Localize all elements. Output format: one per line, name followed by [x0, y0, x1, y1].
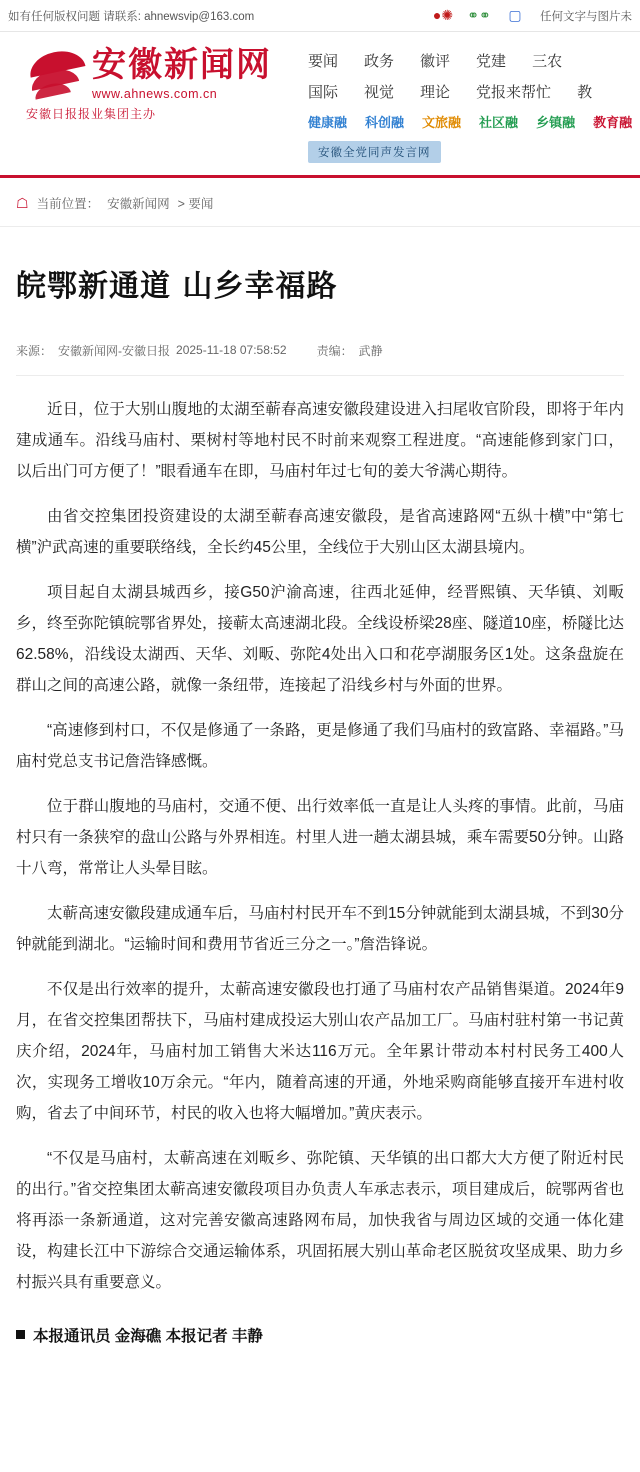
nav-item-huiping[interactable]: 徽评 — [420, 53, 451, 70]
nav-item-yaowen[interactable]: 要闻 — [308, 53, 339, 70]
nav-item-jiaoyu[interactable]: 教 — [577, 84, 593, 101]
channel-shequrong[interactable]: 社区融 — [479, 115, 519, 130]
logo-title: 安徽新闻网 — [92, 45, 272, 86]
credit-text: 本报通讯员 金海礁 本报记者 丰静 — [33, 1327, 263, 1345]
channel-jiankangrong[interactable]: 健康融 — [308, 115, 348, 130]
breadcrumb — [0, 178, 640, 227]
nav-item-lilun[interactable]: 理论 — [420, 84, 451, 101]
nav-item-dangjian[interactable]: 党建 — [476, 53, 507, 70]
nav-item-shijue[interactable]: 视觉 — [364, 84, 395, 101]
editor-value: 武静 — [358, 343, 383, 358]
site-header — [0, 32, 640, 169]
article-paragraph: “高速修到村口，不仅是修通了一条路，更是修通了我们马庙村的致富路、幸福路。”马庙村党总支书记詹浩锋感慨。 — [16, 721, 624, 770]
article-paragraph: 位于群山腹地的马庙村，交通不便、出行效率低一直是让人头疼的事情。此前，马庙村只有一条狭窄的盘山公路与外界相连。村里人进一趟太湖县城，乘车需要50分钟。山路十八弯，常常让人头晕目眩。 — [16, 797, 624, 877]
nav-item-sannong[interactable]: 三农 — [532, 53, 563, 70]
mobile-icon[interactable]: ▢ — [508, 7, 522, 23]
article-paragraph: 由省交控集团投资建设的太湖至蕲春高速安徽段，是省高速路网“五纵十横”中“第七横”沪武高速的重要联络线，全长约45公里，全线位于大别山区太湖县境内。 — [16, 507, 624, 556]
site-logo[interactable] — [8, 46, 308, 122]
article-paragraph: 不仅是出行效率的提升，太蕲高速安徽段也打通了马庙村农产品销售渠道。2024年9月，在省交控集团帮扶下，马庙村建成投运大别山农产品加工厂。马庙村驻村第一书记黄庆介绍，2024年，马庙村加工销售大米达116万元。全年累计带动本村村民务工400人次，实现务工增收10万余元。“年内，随着高速的开通，外地采购商能够直接开车进村收购，省去了中间环节，村民的收入也将大幅增加。”黄庆表示。 — [16, 980, 624, 1122]
nav-item-zhengwu[interactable]: 政务 — [364, 53, 395, 70]
article-meta — [16, 342, 624, 376]
article-paragraph: “不仅是马庙村，太蕲高速在刘畈乡、弥陀镇、天华镇的出口都大大方便了附近村民的出行。”省交控集团太蕲高速安徽段项目办负责人车承志表示，项目建成后，皖鄂两省也将再添一条新通道，这对完善安徽高速路网布局，加快我省与周边区域的交通一体化建设，构建长江中下游综合交通运输体系，巩固拓展大别山革命老区脱贫攻坚成果、助力乡村振兴具有重要意义。 — [16, 1149, 624, 1291]
logo-mark-icon — [26, 46, 88, 102]
article-body — [16, 394, 624, 1298]
channel-wenlvrong[interactable]: 文旅融 — [422, 115, 462, 130]
header-badge[interactable]: 安徽全党同声发言网 — [308, 141, 441, 163]
topbar-icon-group — [432, 7, 632, 25]
copyright-notice: 如有任何版权问题 请联系: ahnewsvip@163.com — [8, 10, 255, 23]
channel-jiaoyurong[interactable]: 教育融 — [593, 115, 632, 130]
breadcrumb-item-site[interactable]: 安徽新闻网 — [107, 197, 170, 211]
article-container — [0, 227, 640, 1386]
page-title: 皖鄂新通道 山乡幸福路 — [16, 269, 338, 304]
editor-label: 责编： — [316, 343, 353, 358]
topbar-right-text: 任何文字与图片未 — [540, 10, 632, 23]
wechat-icon[interactable]: ⚭⚭ — [467, 7, 491, 23]
logo-url: www.ahnews.com.cn — [92, 86, 218, 101]
publish-time: 2025-11-18 07:58:52 — [176, 343, 287, 357]
source-value: 安徽新闻网-安徽日报 — [58, 343, 171, 358]
channel-xiangzhenrong[interactable]: 乡镇融 — [536, 115, 576, 130]
weibo-icon[interactable]: ●✺ — [432, 7, 454, 23]
nav-row-secondary — [308, 81, 632, 102]
main-navigation — [308, 46, 632, 163]
nav-row-channels — [308, 112, 632, 131]
nav-item-guoji[interactable]: 国际 — [308, 84, 339, 101]
source-label: 来源： — [16, 343, 53, 358]
top-notice-bar — [0, 0, 640, 32]
article-paragraph: 太蕲高速安徽段建成通车后，马庙村村民开车不到15分钟就能到太湖县城，不到30分钟就能到湖北。“运输时间和费用节省近三分之一。”詹浩锋说。 — [16, 904, 624, 953]
breadcrumb-label: 当前位置： — [36, 197, 100, 211]
nav-row-primary — [308, 50, 632, 71]
nav-item-dangbaolaibangmang[interactable]: 党报来帮忙 — [476, 84, 552, 101]
article-credit — [16, 1324, 624, 1346]
channel-kechuangrong[interactable]: 科创融 — [365, 115, 405, 130]
bullet-square-icon — [16, 1330, 25, 1339]
home-icon[interactable]: ☖ — [16, 195, 29, 211]
article-paragraph: 近日，位于大别山腹地的太湖至蕲春高速安徽段建设进入扫尾收官阶段，即将于年内建成通车。沿线马庙村、栗树村等地村民不时前来观察工程进度。“高速能修到家门口，以后出门可方便了！”眼看通车在即，马庙村年过七旬的姜大爷满心期待。 — [16, 400, 624, 480]
article-paragraph: 项目起自太湖县城西乡，接G50沪渝高速，往西北延伸，经晋熙镇、天华镇、刘畈乡，终至弥陀镇皖鄂省界处，接蕲太高速湖北段。全线设桥梁28座、隧道10座，桥隧比达62.58%，沿线设太湖西、天华、刘畈、弥陀4处出入口和花亭湖服务区1处。这条盘旋在群山之间的高速公路，就像一条纽带，连接起了沿线乡村与外面的世界。 — [16, 583, 624, 694]
logo-subtitle: 安徽日报报业集团主办 — [26, 107, 157, 121]
breadcrumb-item-section[interactable]: > 要闻 — [177, 197, 214, 211]
